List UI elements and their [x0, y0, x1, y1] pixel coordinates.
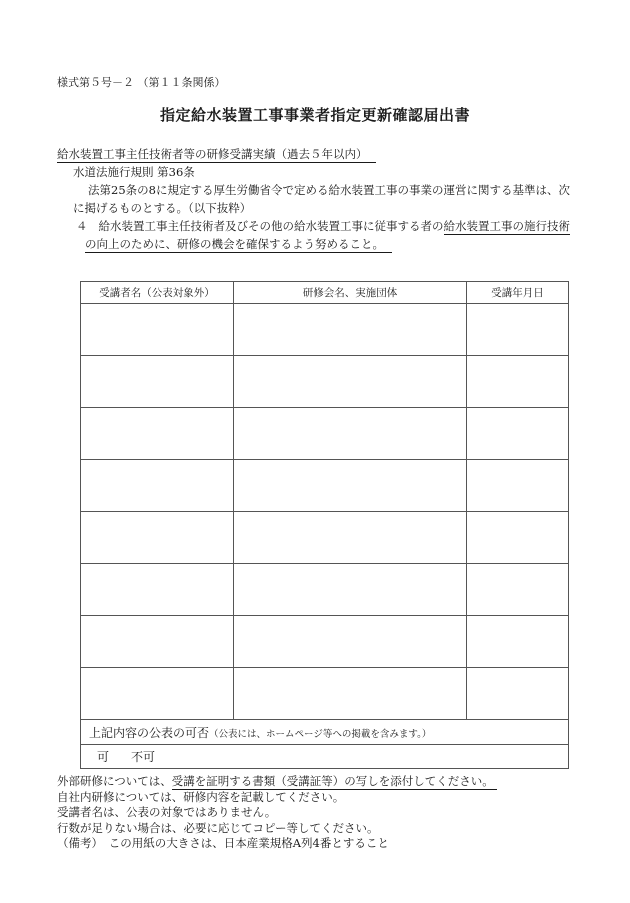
entry-cell-course-organizer[interactable]	[234, 668, 467, 720]
consent-choice-row	[81, 745, 569, 769]
entry-cell-course-organizer[interactable]	[234, 356, 467, 408]
intro-section	[57, 145, 573, 253]
entry-cell-attendance-date[interactable]	[467, 564, 569, 616]
table-row	[81, 408, 569, 460]
form-number: 様式第５号－２ （第１１条関係）	[57, 76, 226, 89]
entry-cell-attendance-date[interactable]	[467, 356, 569, 408]
note-line-3: 受講者名は、公表の対象ではありません。	[57, 805, 277, 819]
entry-cell-attendance-date[interactable]	[467, 616, 569, 668]
page-title: 指定給水装置工事事業者指定更新確認届出書	[159, 106, 470, 124]
item-4-continuation-line	[57, 235, 573, 253]
item-4-continuation: の向上のために、研修の機会を確保するよう努めること。	[85, 237, 392, 253]
entry-cell-attendance-date[interactable]	[467, 408, 569, 460]
notes-section	[57, 774, 573, 852]
table-header-row	[81, 282, 569, 304]
section-heading-line	[57, 145, 573, 163]
entry-cell-attendee-name[interactable]	[81, 512, 234, 564]
entry-cell-course-organizer[interactable]	[234, 408, 467, 460]
intro-text-line-1: 法第25条の8に規定する厚生労働省令で定める給水装置工事の事業の運営に関する基準は、次	[88, 183, 570, 197]
entry-cell-course-organizer[interactable]	[234, 460, 467, 512]
publication-consent-cell	[81, 720, 569, 745]
note-1-prefix: 外部研修については、	[57, 774, 172, 788]
publication-consent-label: 上記内容の公表の可否	[89, 725, 210, 740]
entry-cell-course-organizer[interactable]	[234, 616, 467, 668]
col-header-course-organizer: 研修会名、実施団体	[234, 282, 467, 304]
entry-cell-course-organizer[interactable]	[234, 512, 467, 564]
option-deny[interactable]: 不可	[131, 750, 156, 764]
item-4-text-underlined: 給水装置工事の施行技術	[443, 219, 570, 233]
consent-choice-cell	[81, 745, 569, 769]
entry-cell-course-organizer[interactable]	[234, 564, 467, 616]
entry-cell-course-organizer[interactable]	[234, 304, 467, 356]
entry-cell-attendee-name[interactable]	[81, 564, 234, 616]
option-allow[interactable]: 可	[97, 750, 110, 764]
table-row	[81, 616, 569, 668]
entry-cell-attendance-date[interactable]	[467, 304, 569, 356]
entry-cell-attendance-date[interactable]	[467, 668, 569, 720]
entry-cell-attendee-name[interactable]	[81, 408, 234, 460]
entry-cell-attendee-name[interactable]	[81, 668, 234, 720]
note-line-1	[57, 774, 573, 790]
table-row	[81, 304, 569, 356]
entry-cell-attendee-name[interactable]	[81, 460, 234, 512]
table-row	[81, 668, 569, 720]
note-line-2: 自社内研修については、研修内容を記載してください。	[57, 789, 345, 804]
entry-cell-attendance-date[interactable]	[467, 512, 569, 564]
publication-consent-note: （公表には、ホームページ等への掲載を含みます。）	[209, 728, 432, 740]
publication-consent-row	[81, 720, 569, 745]
item-4-text: 給水装置工事主任技術者及びその他の給水装置工事に従事する者の	[98, 219, 444, 233]
section-heading: 給水装置工事主任技術者等の研修受講実績（過去５年以内）	[57, 147, 376, 163]
note-line-5: （備考） この用紙の大きさは、日本産業規格A列4番とすること	[57, 836, 389, 850]
entry-cell-attendee-name[interactable]	[81, 304, 234, 356]
table-row	[81, 564, 569, 616]
col-header-attendee-name: 受講者名（公表対象外）	[81, 282, 234, 304]
note-1-underlined: 受講を証明する書類（受講証等）の写しを添付してください。	[172, 774, 497, 790]
table-row	[81, 512, 569, 564]
intro-text-line-2: に掲げるものとする。（以下抜粋）	[73, 201, 252, 215]
entry-cell-attendee-name[interactable]	[81, 356, 234, 408]
table-row	[81, 460, 569, 512]
entry-cell-attendance-date[interactable]	[467, 460, 569, 512]
note-line-4: 行数が足りない場合は、必要に応じてコピー等してください。	[57, 820, 379, 835]
law-reference: 水道法施行規則 第36条	[73, 165, 195, 179]
col-header-attendance-date: 受講年月日	[467, 282, 569, 304]
table-row	[81, 356, 569, 408]
entry-cell-attendee-name[interactable]	[81, 616, 234, 668]
training-record-table	[80, 281, 569, 769]
item-4-line	[57, 217, 573, 235]
item-4-number: ４	[76, 219, 88, 233]
